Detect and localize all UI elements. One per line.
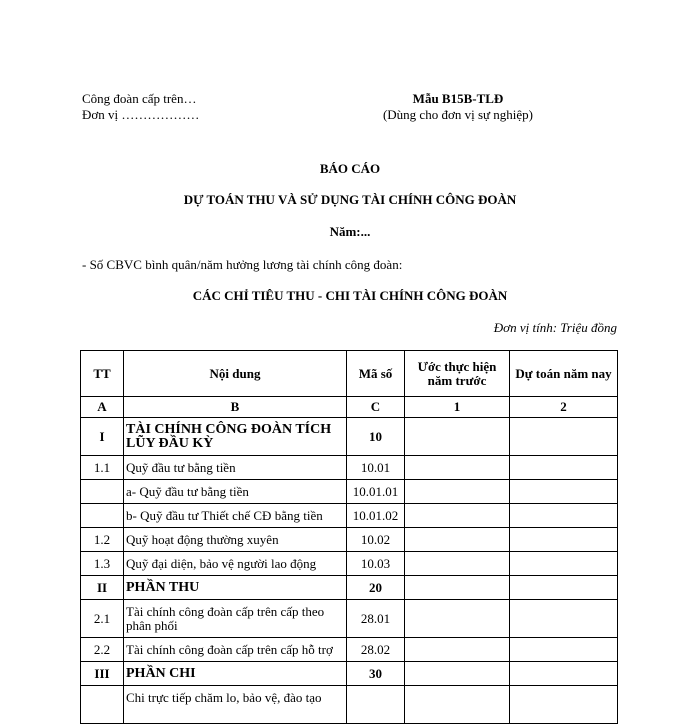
header-previous-year: Ước thực hiện năm trước [405, 351, 510, 397]
header-tt: TT [81, 351, 124, 397]
row-content: Tài chính công đoàn cấp trên cấp theo phân phối [124, 600, 347, 638]
row-value-previous [405, 504, 510, 528]
table-header-row [81, 351, 618, 397]
header-code: Mã số [347, 351, 405, 397]
table-row [81, 662, 618, 686]
row-content: Quỹ hoạt động thường xuyên [124, 528, 347, 552]
row-code: 10.01.01 [347, 480, 405, 504]
row-content: a- Quỹ đầu tư bằng tiền [124, 480, 347, 504]
table-row [81, 504, 618, 528]
row-value-current [510, 600, 618, 638]
row-content: Quỹ đầu tư bằng tiền [124, 456, 347, 480]
row-tt: 1.3 [81, 552, 124, 576]
row-content: PHẦN CHI [124, 662, 347, 686]
row-value-current [510, 480, 618, 504]
table-row [81, 456, 618, 480]
table-row [81, 600, 618, 638]
row-value-previous [405, 552, 510, 576]
table-row [81, 552, 618, 576]
row-code: 10.03 [347, 552, 405, 576]
row-tt: 1.1 [81, 456, 124, 480]
row-tt [81, 504, 124, 528]
index-b: B [124, 397, 347, 418]
row-content: Chi trực tiếp chăm lo, bảo vệ, đào tạo [124, 686, 347, 724]
row-content: b- Quỹ đầu tư Thiết chế CĐ bằng tiền [124, 504, 347, 528]
report-title: DỰ TOÁN THU VÀ SỬ DỤNG TÀI CHÍNH CÔNG ĐOÀN [183, 192, 517, 207]
row-value-current [510, 576, 618, 600]
section-title: CÁC CHỈ TIÊU THU - CHI TÀI CHÍNH CÔNG ĐOÀN [192, 288, 508, 303]
row-value-previous [405, 662, 510, 686]
row-value-current [510, 528, 618, 552]
index-2: 2 [510, 397, 618, 418]
row-value-previous [405, 456, 510, 480]
row-value-current [510, 662, 618, 686]
table-row [81, 528, 618, 552]
table-row [81, 638, 618, 662]
row-code [347, 686, 405, 724]
row-code: 10.01.02 [347, 504, 405, 528]
row-value-current [510, 638, 618, 662]
unit-label: Đơn vị ……………… [82, 107, 200, 122]
header-content: Nội dung [124, 351, 347, 397]
row-value-current [510, 552, 618, 576]
row-value-previous [405, 528, 510, 552]
table-row [81, 576, 618, 600]
header-this-year: Dự toán năm nay [510, 351, 618, 397]
row-content: TÀI CHÍNH CÔNG ĐOÀN TÍCH LŨY ĐẦU KỲ [124, 418, 347, 456]
row-code: 28.02 [347, 638, 405, 662]
row-value-current [510, 504, 618, 528]
row-value-previous [405, 480, 510, 504]
row-tt: II [81, 576, 124, 600]
row-code: 28.01 [347, 600, 405, 638]
table-row [81, 418, 618, 456]
budget-table [80, 350, 618, 724]
index-1: 1 [405, 397, 510, 418]
row-tt [81, 686, 124, 724]
row-value-previous [405, 600, 510, 638]
report-year: Năm:... [329, 224, 371, 239]
row-content: Quỹ đại diện, bảo vệ người lao động [124, 552, 347, 576]
row-tt: 2.2 [81, 638, 124, 662]
row-value-current [510, 456, 618, 480]
staff-count-note: - Số CBVC bình quân/năm hưởng lương tài chính công đoàn: [82, 257, 403, 272]
row-tt: 1.2 [81, 528, 124, 552]
row-value-current [510, 686, 618, 724]
index-a: A [81, 397, 124, 418]
form-code: Mẫu B15B-TLĐ [412, 91, 504, 106]
row-code: 10 [347, 418, 405, 456]
row-value-previous [405, 638, 510, 662]
row-value-previous [405, 686, 510, 724]
upper-union-label: Công đoàn cấp trên… [82, 91, 197, 106]
index-c: C [347, 397, 405, 418]
row-tt: 2.1 [81, 600, 124, 638]
row-value-current [510, 418, 618, 456]
table-index-row [81, 397, 618, 418]
row-code: 30 [347, 662, 405, 686]
row-value-previous [405, 576, 510, 600]
table-row [81, 686, 618, 724]
row-value-previous [405, 418, 510, 456]
table-row [81, 480, 618, 504]
row-content: PHẦN THU [124, 576, 347, 600]
row-code: 10.02 [347, 528, 405, 552]
form-usage-note: (Dùng cho đơn vị sự nghiệp) [382, 107, 534, 122]
unit-of-measure: Đơn vị tính: Triệu đồng [493, 320, 617, 335]
report-heading: BÁO CÁO [319, 161, 381, 176]
row-code: 20 [347, 576, 405, 600]
row-tt [81, 480, 124, 504]
row-tt: I [81, 418, 124, 456]
row-content: Tài chính công đoàn cấp trên cấp hỗ trợ [124, 638, 347, 662]
row-tt: III [81, 662, 124, 686]
row-code: 10.01 [347, 456, 405, 480]
